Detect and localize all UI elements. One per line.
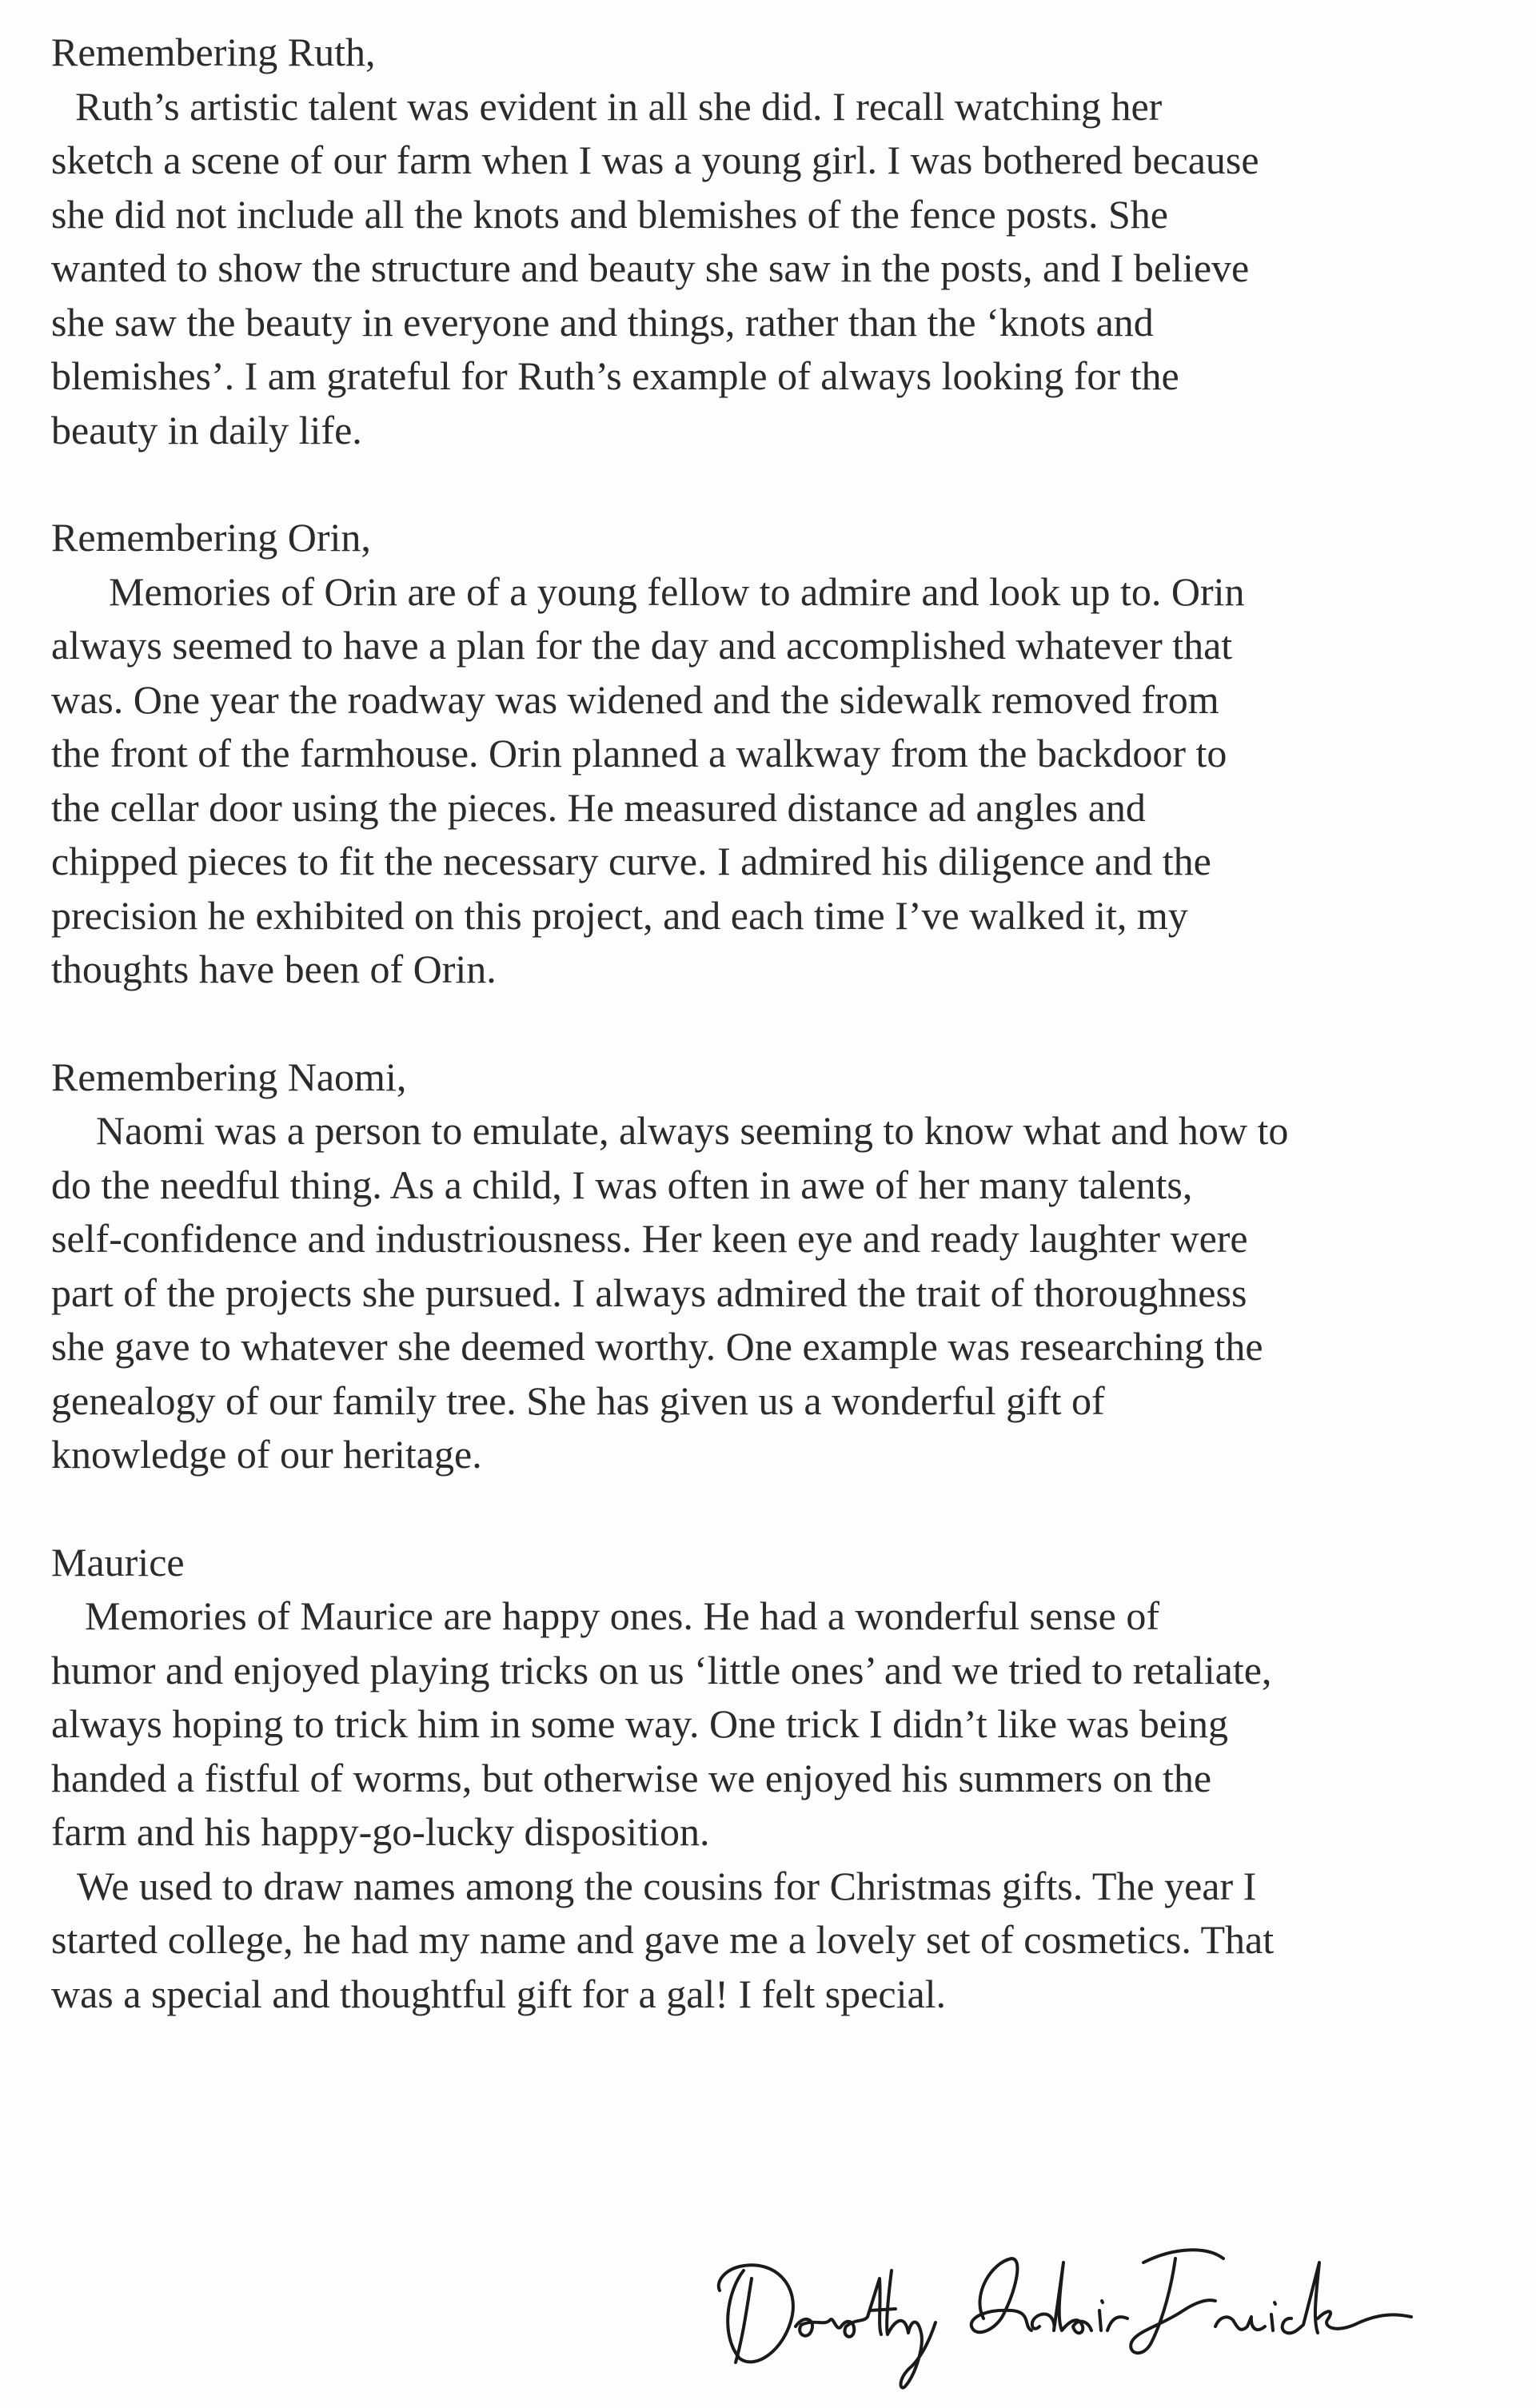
paragraph-line: the cellar door using the pieces. He measured distance ad angles and [51, 784, 1146, 830]
section-orin [51, 511, 1490, 997]
letter-body [51, 26, 1490, 2075]
paragraph-line: chipped pieces to fit the necessary curve. I admired his diligence and the [51, 839, 1211, 883]
section-maurice [51, 1536, 1490, 2022]
paragraph-line: part of the projects she pursued. I always admired the trait of thoroughness [51, 1270, 1247, 1315]
paragraph-line: precision he exhibited on this project, and each time I’ve walked it, my [51, 892, 1188, 938]
paragraph-line: do the needful thing. As a child, I was often in awe of her many talents, [51, 1162, 1193, 1207]
paragraph-line: Memories of Orin are of a young fellow to admire and look up to. Orin [109, 568, 1245, 614]
paragraph-line: sketch a scene of our farm when I was a young girl. I was bothered because [51, 138, 1259, 182]
paragraph-line: knowledge of our heritage. [51, 1432, 482, 1477]
paragraph-line: she did not include all the knots and blemishes of the fence posts. She [51, 191, 1168, 237]
signature-stroke [1215, 2262, 1411, 2333]
paragraph-line: handed a fistful of worms, but otherwise we enjoyed his summers on the [51, 1755, 1212, 1800]
paragraph-line: was a special and thoughtful gift for a gal! I felt special. [51, 1971, 947, 2016]
paragraph-line: wanted to show the structure and beauty she saw in the posts, and I believe [51, 245, 1250, 290]
signature-stroke [736, 2278, 752, 2362]
paragraph-line: genealogy of our family tree. She has given us a wonderful gift of [51, 1377, 1105, 1423]
heading-naomi: Remembering Naomi, [51, 1054, 407, 1099]
paragraph-line: self-confidence and industriousness. Her keen eye and ready laughter were [51, 1216, 1248, 1261]
paragraph-line: always hoping to trick him in some way. One trick I didn’t like was being [51, 1701, 1228, 1746]
signature-stroke [971, 2258, 1031, 2332]
signature-stroke [1131, 2250, 1223, 2353]
paragraph-line: she saw the beauty in everyone and things, rather than the ‘knots and [51, 299, 1154, 345]
paragraph-line: she gave to whatever she deemed worthy. One example was researching the [51, 1324, 1263, 1369]
paragraph-line: thoughts have been of Orin. [51, 947, 497, 991]
paragraph-line: farm and his happy-go-lucky disposition. [51, 1809, 710, 1854]
signature-stroke [719, 2265, 793, 2362]
signature-stroke [796, 2270, 936, 2388]
paragraph-line: Ruth’s artistic talent was evident in all she did. I recall watching her [75, 83, 1163, 129]
signature-stroke [1032, 2262, 1127, 2333]
paragraph-line: the front of the farmhouse. Orin planned a walkway from the backdoor to [51, 731, 1227, 775]
heading-orin: Remembering Orin, [51, 515, 371, 560]
paragraph-line: was. One year the roadway was widened and the sidewalk removed from [51, 676, 1219, 722]
heading-maurice: Maurice [51, 1539, 185, 1585]
paragraph-line: Memories of Maurice are happy ones. He had a wonderful sense of [85, 1593, 1159, 1638]
signature-strokes [719, 2250, 1411, 2387]
paragraph-line: beauty in daily life. [51, 407, 362, 452]
paragraph-line: started college, he had my name and gave me a lovely set of cosmetics. That [51, 1917, 1275, 1962]
section-ruth [51, 26, 1490, 457]
handwritten-signature [696, 2215, 1439, 2390]
heading-ruth: Remembering Ruth, [51, 30, 376, 74]
paragraph-line: blemishes’. I am grateful for Ruth’s example of always looking for the [51, 353, 1179, 398]
section-naomi [51, 1051, 1490, 1482]
paragraph-line: always seemed to have a plan for the day and accomplished whatever that [51, 623, 1233, 668]
paragraph-line: humor and enjoyed playing tricks on us ‘little ones’ and we tried to retaliate, [51, 1647, 1272, 1692]
signature-graphic [696, 2215, 1439, 2390]
paragraph-line: We used to draw names among the cousins for Christmas gifts. The year I [77, 1863, 1257, 1908]
paragraph-line: Naomi was a person to emulate, always seeming to know what and how to [96, 1108, 1289, 1153]
